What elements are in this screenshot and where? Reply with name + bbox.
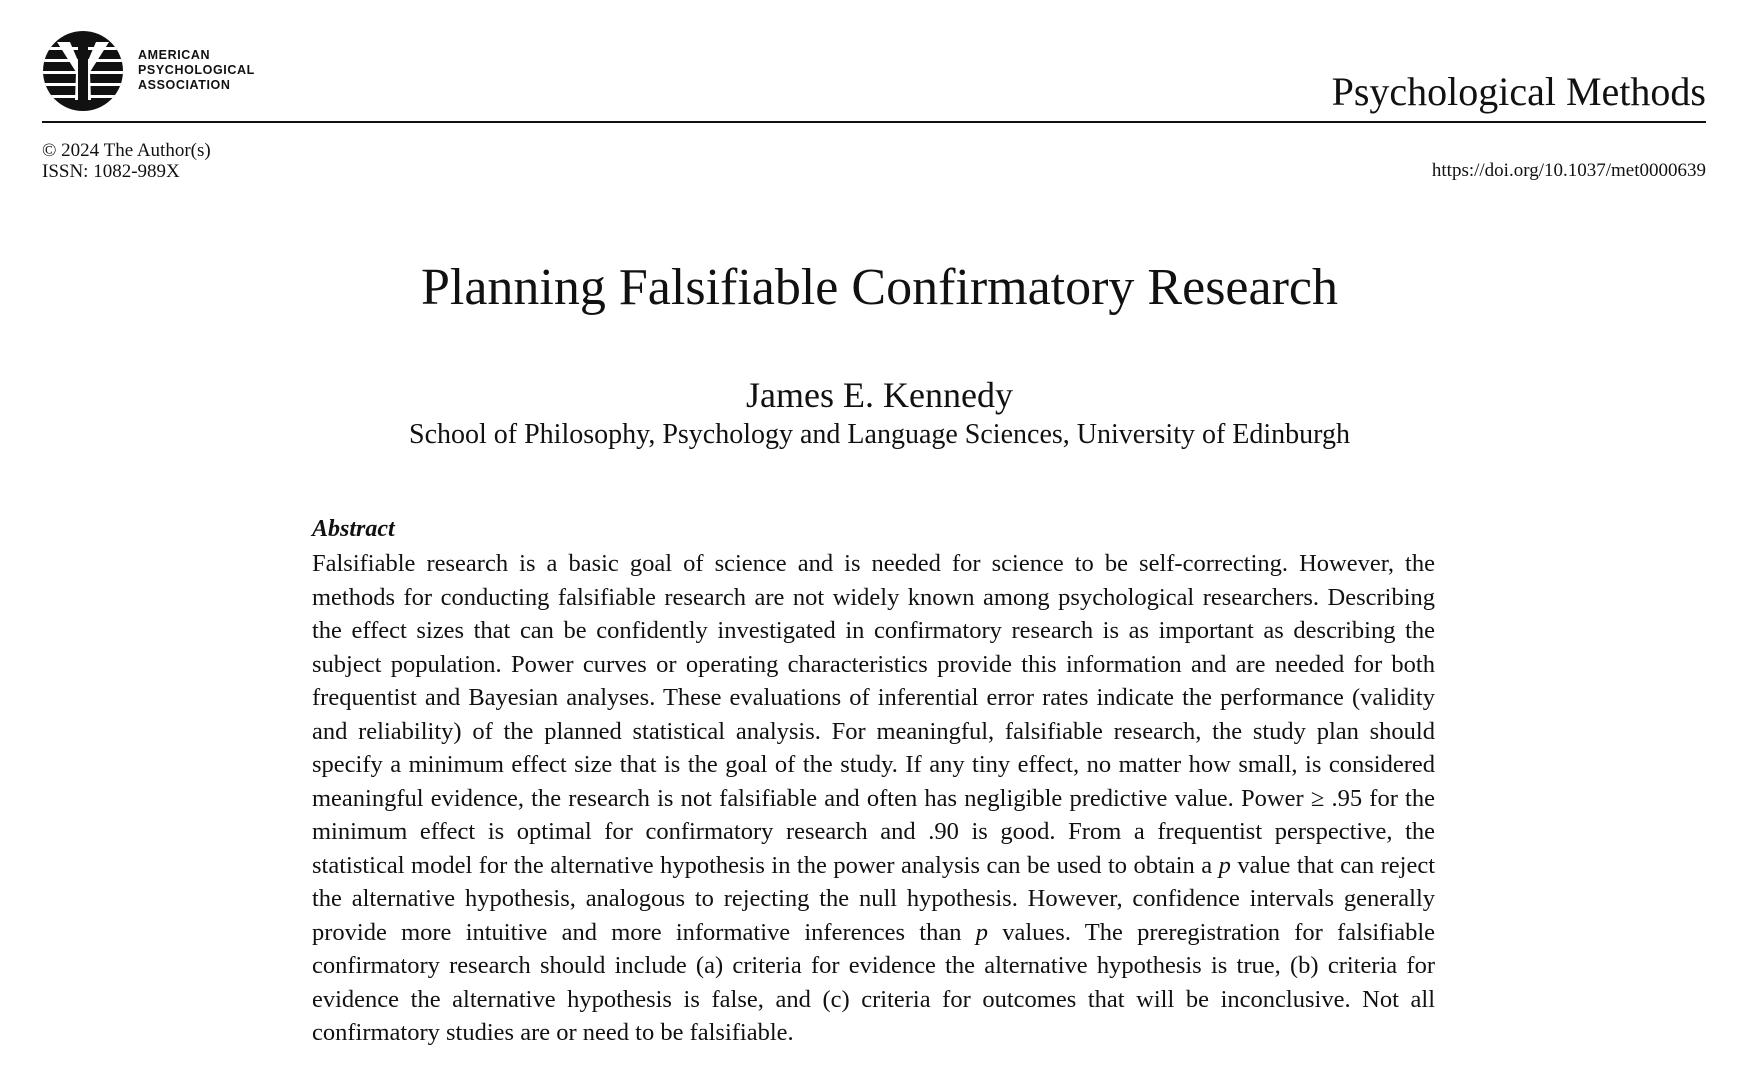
apa-logo-text <box>138 48 255 93</box>
header-divider <box>42 121 1706 123</box>
abstract-italic-p: p <box>1218 851 1231 879</box>
apa-logo-icon <box>42 30 124 112</box>
doi-link[interactable]: https://doi.org/10.1037/met0000639 <box>1431 160 1706 181</box>
issn: ISSN: 1082-989X <box>42 161 180 182</box>
abstract-text: Falsifiable research is a basic goal of science and is needed for science to be self-correcting. However, the methods for conducting falsifiable research are not widely known among psychological researchers. Describing the effect sizes that can be confidently investigated in confirmatory research is as important as describing the subject population. Power curves or operating characteristics provide this information and are needed for both frequentist and Bayesian analyses. These evaluations of inferential error rates indicate the performance (validity and reliability) of the planned statistical analysis. For meaningful, falsifiable research, the study plan should specify a minimum effect size that is the goal of the study. If any tiny effect, no matter how small, is considered meaningful evidence, the research is not falsifiable and often has negligible predictive value. Power ≥ .95 for the minimum effect is optimal for confirmatory research and .90 is good. From a frequentist perspective, the statistical model for the alternative hypothesis in the power analysis can be used to obtain a <box>312 550 1435 879</box>
logo-line: PSYCHOLOGICAL <box>138 63 255 77</box>
abstract-heading: Abstract <box>312 516 395 542</box>
abstract-italic-p: p <box>975 918 988 946</box>
abstract-section <box>312 514 1435 1050</box>
publication-meta <box>42 140 211 182</box>
paper-title: Planning Falsifiable Confirmatory Research <box>420 259 1338 316</box>
apa-logo <box>42 30 282 114</box>
page-header <box>42 30 1706 124</box>
logo-line: ASSOCIATION <box>138 78 231 92</box>
author-affiliation: School of Philosophy, Psychology and Language Sciences, University of Edinburgh <box>409 419 1350 450</box>
abstract-text: values. The preregistration for falsifiable confirmatory research should include (a) criteria for evidence the alternative hypothesis is true, (b) criteria for evidence the alternative hypothesis is false, and (c) criteria for outcomes that will be inconclusive. Not all confirmatory studies are or need to be falsifiable. <box>312 918 1436 1046</box>
journal-title: Psychological Methods <box>1331 69 1706 114</box>
author-name: James E. Kennedy <box>746 375 1013 415</box>
abstract-text: value that can reject the alternative hypothesis, analogous to rejecting the null hypothesis. However, confidence intervals generally provide more intuitive and more informative inferences than <box>312 851 1435 946</box>
abstract-body <box>312 547 1435 1050</box>
logo-line: AMERICAN <box>138 48 211 62</box>
copyright-notice: © 2024 The Author(s) <box>42 140 211 161</box>
